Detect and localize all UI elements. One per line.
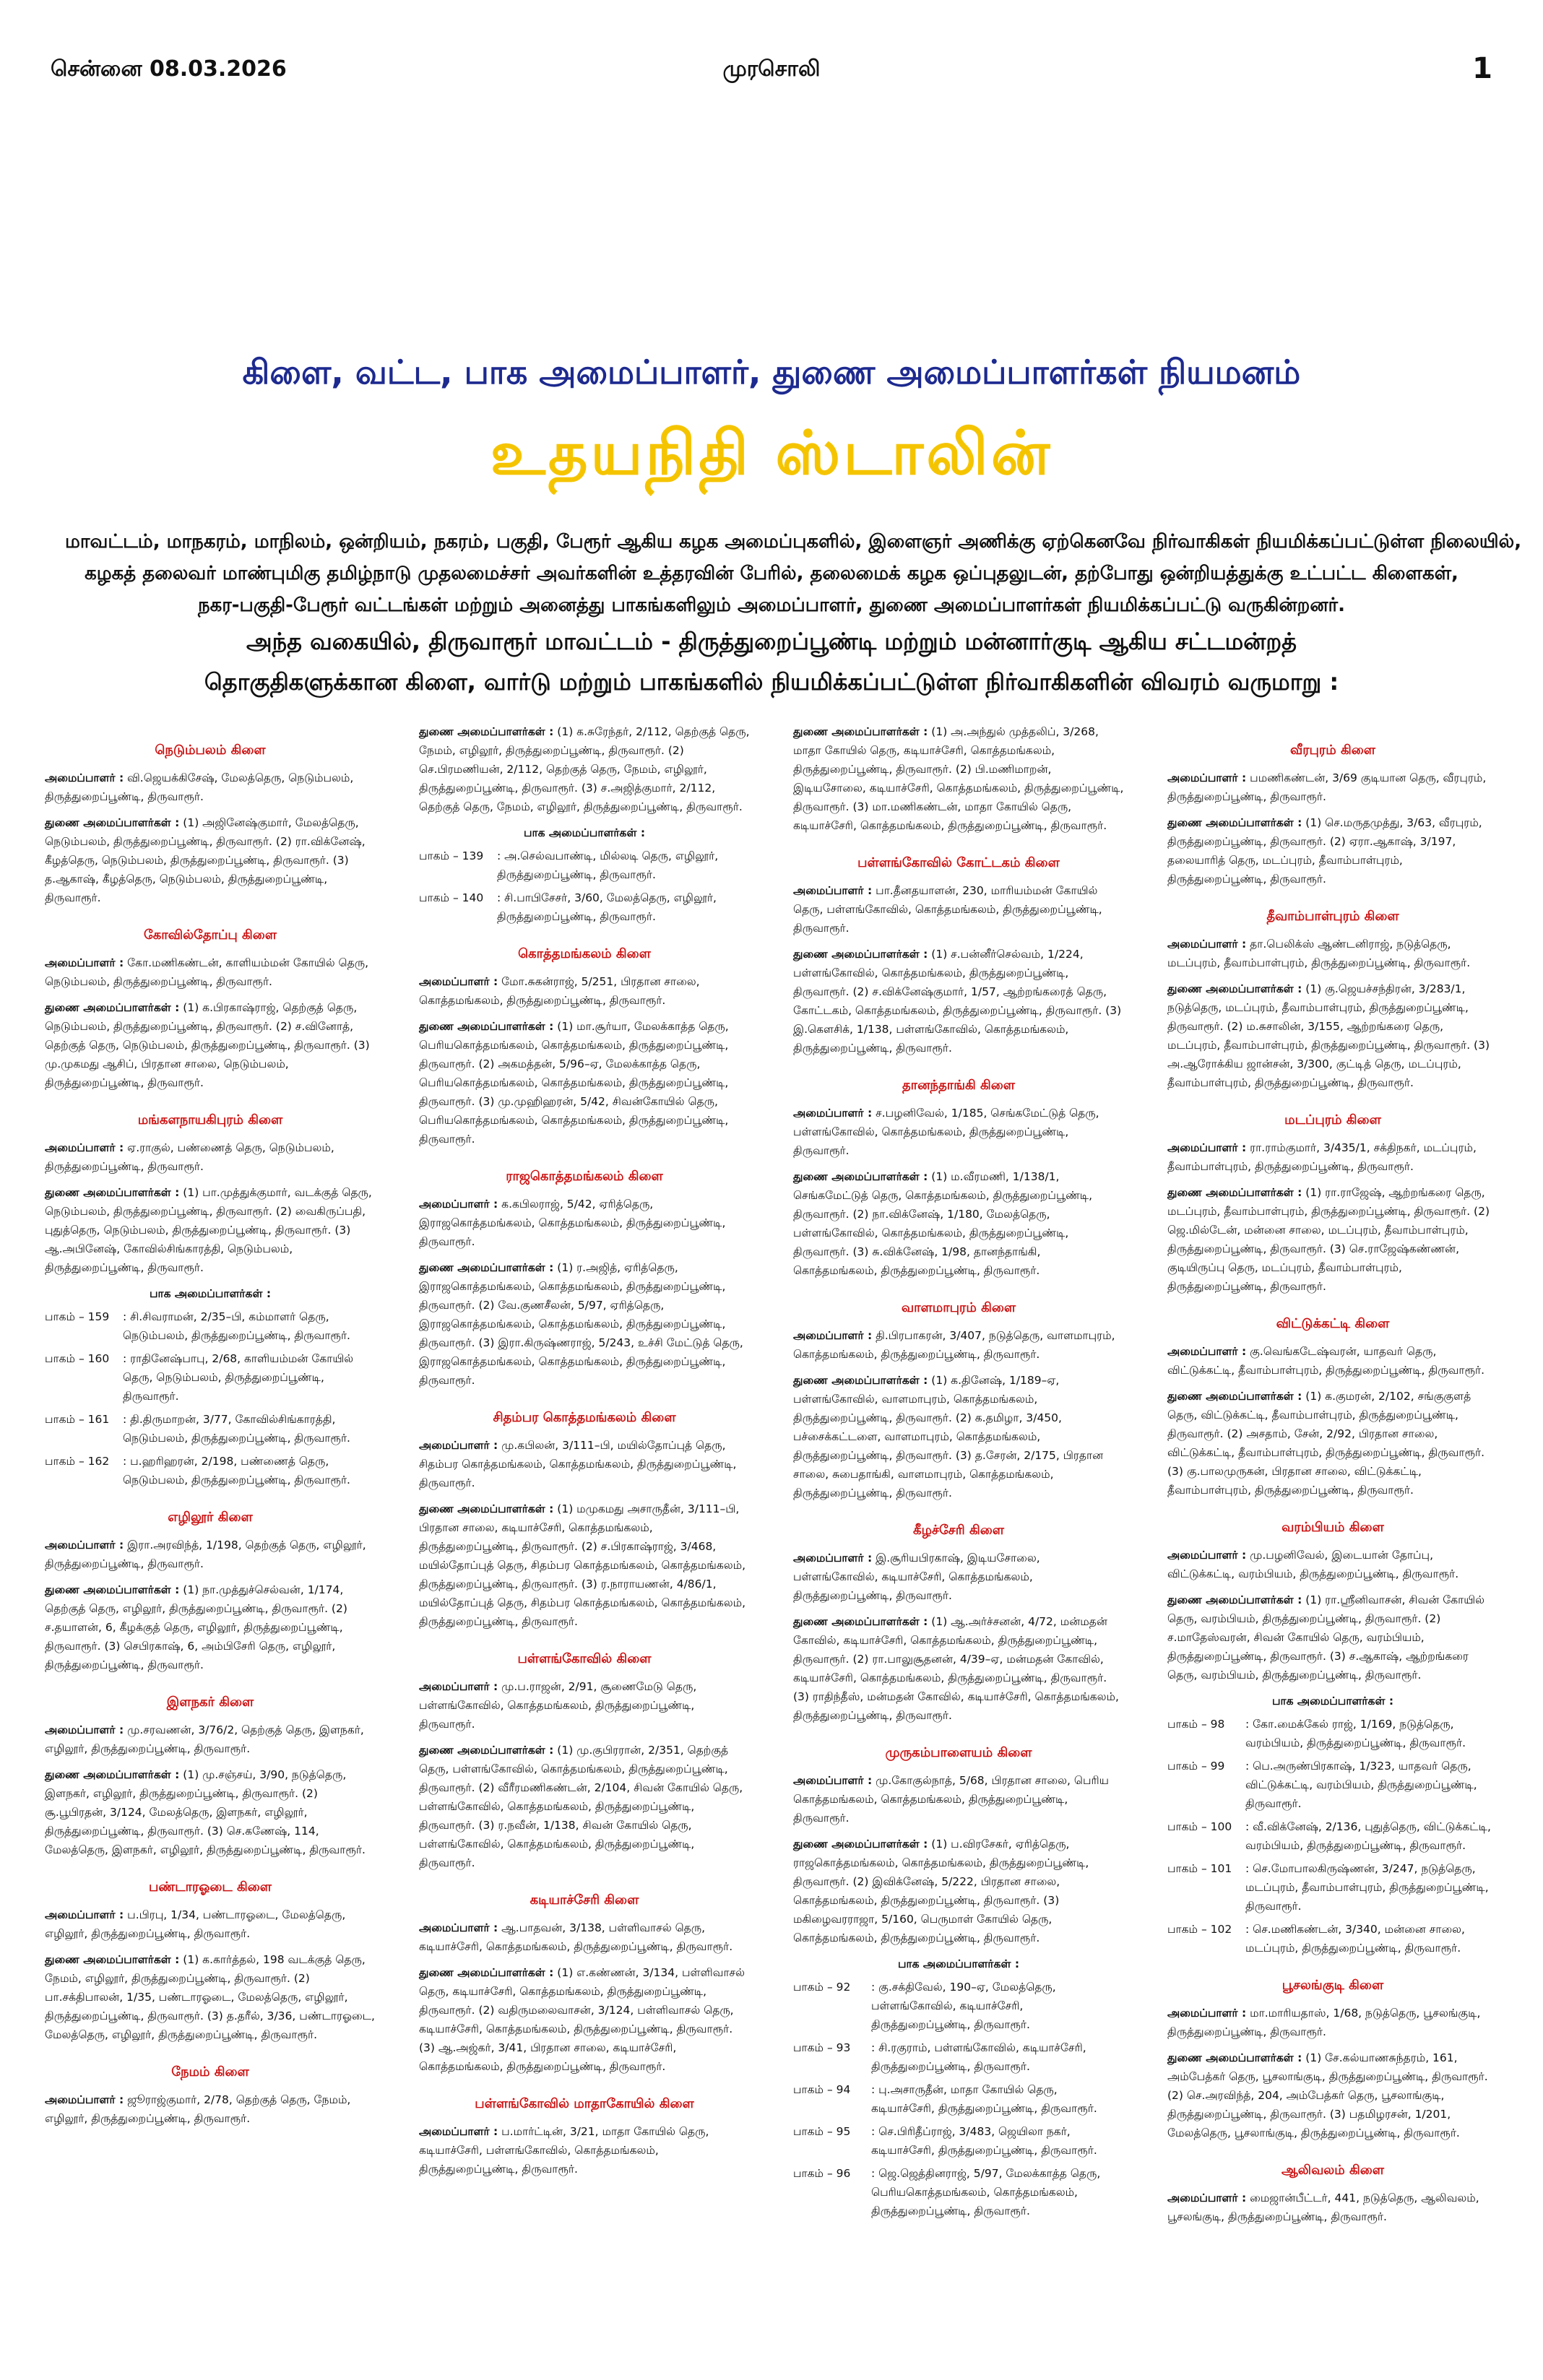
ward-entry bbox=[793, 1978, 1124, 2034]
role-label: துணை அமைப்பாளர்கள் : bbox=[793, 1615, 928, 1628]
appointee-details: (1) அஜினேஷ்குமார், மேலத்தெரு, நெடும்பலம், திருத்துறைப்பூண்டி, திருவாரூர். (2) ரா.விக்னேஷ், கீழத்தெரு, நெடும்பலம், திருத்துறைப்பூண்டி, திருவாரூர். (3) த.ஆகாஷ், கீழத்தெரு, நெடும்பலம், திருத்துறைப்பூண்டி, திருவாரூர். bbox=[45, 816, 366, 904]
role-label: துணை அமைப்பாளர்கள் : bbox=[1167, 1186, 1302, 1199]
appointment-entry bbox=[419, 1195, 750, 1251]
section-title: பண்டாரஓடை கிளை bbox=[148, 1879, 272, 1895]
appointment-entry bbox=[419, 1258, 750, 1390]
subsection-title: பாக அமைப்பாளர்கள் : bbox=[149, 1287, 272, 1300]
section-title: நெடும்பலம் கிளை bbox=[155, 743, 266, 758]
section-title: வரம்பியம் கிளை bbox=[1281, 1520, 1384, 1535]
intro-line: அந்த வகையில், திருவாரூர் மாவட்டம் - திருத்துறைப்பூண்டி மற்றும் மன்னார்குடி ஆகிய சட்டமன்றத் bbox=[246, 628, 1297, 655]
role-label: துணை அமைப்பாளர்கள் : bbox=[419, 725, 554, 738]
role-label: அமைப்பாளர் : bbox=[1167, 1141, 1247, 1154]
ward-appointee: : பெ.அருண்பிரகாஷ், 1/323, யாதவர் தெரு, விட்டுக்கட்டி, வரம்பியம், திருத்துறைப்பூண்டி, திருவாரூர். bbox=[1245, 1760, 1477, 1810]
column-2 bbox=[419, 722, 750, 2186]
ward-entry bbox=[1167, 1715, 1498, 1752]
ward-number: பாகம் – 161 bbox=[45, 1413, 110, 1426]
ward-entry bbox=[1167, 1817, 1498, 1855]
appointee-details: (1) மு.சஞ்சய், 3/90, நடுத்தெரு, இளநகர், எழிலூர், திருத்துறைப்பூண்டி, திருவாரூர். (2) சூ.பூபிரதன், 3/124, மேலத்தெரு, இளநகர், எழிலூர், திருத்துறைப்பூண்டி, திருவாரூர். (3) செ.கணேஷ், 114, மேலத்தெரு, இளநகர், எழிலூர், திருத்துறைப்பூண்டி, திருவாரூர். bbox=[45, 1768, 366, 1856]
page-header bbox=[51, 52, 1492, 88]
appointee-details: பமணிகண்டன், 3/69 குடியான தெரு, வீரபுரம், திருத்துறைப்பூண்டி, திருவாரூர். bbox=[1167, 771, 1487, 803]
appointee-details: இரா.அரவிந்த், 1/198, தெற்குத் தெரு, எழிலூர், திருத்துறைப்பூண்டி, திருவாரூர். bbox=[45, 1539, 366, 1570]
section-title: விட்டுக்கட்டி கிளை bbox=[1276, 1316, 1390, 1331]
role-label: அமைப்பாளர் : bbox=[419, 1921, 498, 1934]
appointment-entry bbox=[45, 1950, 376, 2044]
ward-number: பாகம் – 100 bbox=[1167, 1820, 1232, 1833]
intro-line: தொகுதிகளுக்கான கிளை, வார்டு மற்றும் பாகங்களில் நியமிக்கப்பட்டுள்ள நிர்வாகிகளின் விவரம் வருமாறு : bbox=[204, 668, 1339, 696]
appointee-details: பா.தீனதயாளன், 230, மாரியம்மன் கோயில் தெரு, பள்ளங்கோவில், கொத்தமங்கலம், திருத்துறைப்பூண்டி, திருவாரூர். bbox=[793, 884, 1102, 935]
appointee-details: மைஜான்பீட்டர், 441, நடுத்தெரு, ஆலிவலம், பூசலங்குடி, திருத்துறைப்பூண்டி, திருவாரூர். bbox=[1167, 2191, 1479, 2223]
appointee-details: (1) நா.முத்துச்செல்வன், 1/174, தெற்குத் தெரு, எழிலூர், திருத்துறைப்பூண்டி, திருவாரூர். (2) ச.தயாளன், 6, கீழக்குத் தெரு, எழிலூர், திருத்துறைப்பூண்டி, திருவாரூர். (3) செபிரகாஷ், 6, அம்பிசேரி தெரு, எழிலூர், திருத்துறைப்பூண்டி, திருவாரூர். bbox=[45, 1583, 347, 1671]
appointment-entry bbox=[45, 813, 376, 907]
role-label: துணை அமைப்பாளர்கள் : bbox=[419, 1020, 554, 1033]
appointee-details: மு.பழனிவேல், இடையான் தோப்பு, விட்டுக்கட்டி, வரம்பியம், திருத்துறைப்பூண்டி, திருவாரூர். bbox=[1167, 1549, 1459, 1580]
ward-appointee: : செ.மணிகண்டன், 3/340, மன்னை சாலை, மடப்புரம், திருத்துறைப்பூண்டி, திருவாரூர். bbox=[1245, 1923, 1465, 1955]
appointment-entry bbox=[793, 1549, 1124, 1605]
section-title: மடப்புரம் கிளை bbox=[1284, 1112, 1381, 1128]
appointment-entry bbox=[1167, 769, 1498, 806]
role-label: அமைப்பாளர் : bbox=[419, 975, 498, 988]
role-label: அமைப்பாளர் : bbox=[45, 956, 124, 969]
appointee-details: (1) க.தினேஷ், 1/189–ஏ, பள்ளங்கோவில், வாளமாபுரம், கொத்தமங்கலம், திருத்துறைப்பூண்டி, திருவாரூர். (2) க.தமிழா, 3/450, பச்சைக்கட்டளை, வாளமாபுரம், கொத்தமங்கலம், திருத்துறைப்பூண்டி, திருவாரூர். (3) த.சேரன், 2/175, பிரதான சாலை, சுபைதாங்கி, வாளமாபுரம், கொத்தமங்கலம், திருத்துறைப்பூண்டி, திருவாரூர். bbox=[793, 1374, 1104, 1500]
role-label: துணை அமைப்பாளர்கள் : bbox=[1167, 816, 1302, 829]
ward-number: பாகம் – 99 bbox=[1167, 1760, 1225, 1773]
section-title: கீழச்சேரி கிளை bbox=[913, 1523, 1004, 1538]
appointee-details: ச.பழனிவேல், 1/185, செங்கமேட்டுத் தெரு, பள்ளங்கோவில், கொத்தமங்கலம், திருத்துறைப்பூண்டி, திருவாரூர். bbox=[793, 1107, 1099, 1157]
appointee-details: (1) கு.ஜெயச்சந்திரன், 3/283/1, நடுத்தெரு, மடப்புரம், தீவாம்பாள்புரம், திருத்துறைப்பூண்டி, திருவாரூர். (2) ம.சுசாலின், 3/155, ஆற்றங்கரை தெரு, மடப்புரம், தீவாம்பாள்புரம், திருத்துறைப்பூண்டி, திருவாரூர். (3) அ.ஆரோக்கிய ஜான்சன், 3/300, குட்டித் தெரு, மடப்புரம், தீவாம்பாள்புரம், திருத்துறைப்பூண்டி, திருவாரூர். bbox=[1167, 982, 1490, 1089]
appointee-details: மு.ப.ராஜன், 2/91, சூணைமேடு தெரு, பள்ளங்கோவில், கொத்தமங்கலம், திருத்துறைப்பூண்டி, திருவாரூர். bbox=[419, 1680, 697, 1731]
role-label: அமைப்பாளர் : bbox=[45, 1908, 124, 1921]
ward-entry bbox=[419, 888, 750, 926]
ward-appointee: : பு.அசாருதீன், மாதா கோயில் தெரு, கடியாச்சேரி, திருத்துறைப்பூண்டி, திருவாரூர். bbox=[871, 2083, 1097, 2115]
appointment-entry bbox=[793, 1771, 1124, 1827]
appointment-entry bbox=[45, 1183, 376, 1277]
role-label: துணை அமைப்பாளர்கள் : bbox=[1167, 982, 1302, 995]
appointment-entry bbox=[419, 1741, 750, 1872]
ward-number: பாகம் – 139 bbox=[419, 849, 484, 862]
intro-line: மாவட்டம், மாநகரம், மாநிலம், ஒன்றியம், நகரம், பகுதி, பேரூர் ஆகிய கழக அமைப்புகளில், இளைஞர் அணிக்கு ஏற்கெனவே நிர்வாகிகள் நியமிக்கப்பட்டுள்ள நிலையில், bbox=[65, 531, 1522, 553]
role-label: அமைப்பாளர் : bbox=[1167, 2191, 1247, 2204]
appointment-entry bbox=[1167, 1342, 1498, 1380]
ward-appointee: : ஜெ.ஜெத்தினராஜ், 5/97, மேலக்காத்த தெரு, பெரியகொத்தமங்கலம், கொத்தமங்கலம், திருத்துறைப்பூண்டி, திருவாரூர். bbox=[871, 2167, 1101, 2217]
appointee-details: ப.மார்ட்டின், 3/21, மாதா கோயில் தெரு, கடியாச்சேரி, பள்ளங்கோவில், கொத்தமங்கலம், திருத்துறைப்பூண்டி, திருவாரூர். bbox=[419, 2125, 709, 2176]
appointee-details: (1) மு.குபிரரான், 2/351, தெற்குத் தெரு, பள்ளங்கோவில், கொத்தமங்கலம், திருத்துறைப்பூண்டி, திருவாரூர். (2) வீரீரமணிகண்டன், 2/104, சிவன் கோயில் தெரு, பள்ளங்கோவில், கொத்தமங்கலம், திருத்துறைப்பூண்டி, திருவாரூர். (3) ர.நவீன், 1/138, சிவன் கோயில் தெரு, பள்ளங்கோவில், கொத்தமங்கலம், திருத்துறைப்பூண்டி, திருவாரூர். bbox=[419, 1744, 743, 1869]
ward-appointee: : சி.பாபிசேசர், 3/60, மேலத்தெரு, எழிலூர், திருத்துறைப்பூண்டி, திருவாரூர். bbox=[497, 891, 717, 923]
section-title: பள்ளங்கோவில் கோட்டகம் கிளை bbox=[857, 855, 1060, 870]
appointee-details: மு.சரவணன், 3/76/2, தெற்குத் தெரு, இளநகர், எழிலூர், திருத்துறைப்பூண்டி, திருவாரூர். bbox=[45, 1723, 364, 1755]
appointee-details: (1) க.குமரன், 2/102, சங்குகுளத் தெரு, விட்டுக்கட்டி, தீவாம்பாள்புரம், திருத்துறைப்பூண்டி, திருவாரூர். (2) அசதாம், சேன், 2/92, பிரதான சாலை, விட்டுக்கட்டி, தீவாம்பாள்புரம், திருத்துறைப்பூண்டி, திருவாரூர். (3) கு.பாலமுருகன், பிரதான சாலை, விட்டுக்கட்டி, தீவாம்பாள்புரம், திருத்துறைப்பூண்டி, திருவாரூர். bbox=[1167, 1390, 1485, 1497]
subsection-title: பாக அமைப்பாளர்கள் : bbox=[523, 826, 646, 839]
appointment-entry bbox=[45, 2090, 376, 2128]
role-label: அமைப்பாளர் : bbox=[45, 1723, 124, 1736]
appointee-details: வி.ஜெயக்கிசேஷ், மேலத்தெரு, நெடும்பலம், திருத்துறைப்பூண்டி, திருவாரூர். bbox=[45, 771, 354, 803]
appointment-entry bbox=[793, 881, 1124, 938]
role-label: துணை அமைப்பாளர்கள் : bbox=[45, 1001, 180, 1014]
appointee-details: மு.கபிலன், 3/111–பி, மயில்தோப்புத் தெரு, சிதம்பர கொத்தமங்கலம், கொத்தமங்கலம், திருத்துறைப்பூண்டி, திருவாரூர். bbox=[419, 1439, 737, 1489]
ward-appointee: : தி.திருமாறன், 3/77, கோவில்சிங்காரத்தி, நெடும்பலம், திருத்துறைப்பூண்டி, திருவாரூர். bbox=[123, 1413, 350, 1445]
ward-entry bbox=[45, 1452, 376, 1489]
appointee-details: கு.வெங்கடேஷ்வரன், யாதவர் தெரு, விட்டுக்கட்டி, தீவாம்பாள்புரம், திருத்துறைப்பூண்டி, திருவாரூர். bbox=[1167, 1345, 1485, 1377]
page-number: 1 bbox=[1472, 52, 1492, 85]
appointee-details: ஆ.பாதவன், 3/138, பள்ளிவாசல் தெரு, கடியாச்சேரி, கொத்தமங்கலம், திருத்துறைப்பூண்டி, திருவாரூர். bbox=[419, 1921, 733, 1953]
role-label: அமைப்பாளர் : bbox=[419, 1680, 498, 1693]
role-label: அமைப்பாளர் : bbox=[1167, 2007, 1247, 2020]
section-title: நேமம் கிளை bbox=[171, 2064, 249, 2080]
section-title: கொத்தமங்கலம் கிளை bbox=[518, 946, 651, 961]
appointment-entry bbox=[45, 1765, 376, 1859]
section-title: முருகம்பாளையம் கிளை bbox=[885, 1745, 1032, 1760]
role-label: அமைப்பாளர் : bbox=[793, 1774, 873, 1787]
ward-entry bbox=[1167, 1859, 1498, 1916]
appointee-details: ஜூராஜ்குமார், 2/78, தெற்குத் தெரு, நேமம், எழிலூர், திருத்துறைப்பூண்டி, திருவாரூர். bbox=[45, 2093, 351, 2125]
appointee-details: (1) மமுகமது அசாருதீன், 3/111–பி, பிரதான சாலை, கடியாச்சேரி, கொத்தமங்கலம், திருத்துறைப்பூண்டி, திருவாரூர். (2) ச.பிரகாஷ்ராஜ், 3/468, மயில்தோப்புத் தெரு, சிதம்பர கொத்தமங்கலம், கொத்தமங்கலம், திருத்துறைப்பூண்டி, திருவாரூர். (3) ர.நாராயணன், 4/86/1, மயில்தோப்புத் தெரு, சிதம்பர கொத்தமங்கலம், கொத்தமங்கலம், திருத்துறைப்பூண்டி, திருவாரூர். bbox=[419, 1502, 746, 1628]
ward-appointee: : வீ.விக்னேஷ், 2/136, புதுத்தெரு, விட்டுக்கட்டி, வரம்பியம், திருத்துறைப்பூண்டி, திருவாரூர். bbox=[1245, 1820, 1491, 1852]
ward-entry bbox=[793, 2038, 1124, 2076]
section-title: வாளமாபுரம் கிளை bbox=[901, 1300, 1016, 1315]
role-label: துணை அமைப்பாளர்கள் : bbox=[45, 1768, 180, 1781]
appointment-entry bbox=[1167, 2004, 1498, 2041]
role-label: அமைப்பாளர் : bbox=[45, 2093, 124, 2106]
ward-entry bbox=[1167, 1757, 1498, 1813]
section-title: பூசலங்குடி கிளை bbox=[1281, 1978, 1384, 1993]
ward-entry bbox=[419, 847, 750, 884]
role-label: துணை அமைப்பாளர்கள் : bbox=[45, 1583, 180, 1596]
section-title: மங்களநாயகிபுரம் கிளை bbox=[137, 1112, 283, 1128]
section-title: வீரபுரம் கிளை bbox=[1290, 743, 1375, 758]
column-3 bbox=[793, 722, 1124, 2225]
appointment-entry bbox=[45, 1536, 376, 1573]
appointee-details: (1) செ.மருதமுத்து, 3/63, வீரபுரம், திருத்துறைப்பூண்டி, திருவாரூர். (2) ஏரா.ஆகாஷ், 3/197, தலையாரித் தெரு, மடப்புரம், தீவாம்பாள்புரம், திருத்துறைப்பூண்டி, திருவாரூர். bbox=[1167, 816, 1482, 886]
appointment-entry bbox=[793, 1371, 1124, 1502]
role-label: துணை அமைப்பாளர்கள் : bbox=[1167, 1593, 1302, 1606]
role-label: அமைப்பாளர் : bbox=[419, 2125, 498, 2138]
column-4 bbox=[1167, 722, 1498, 2233]
appointee-details: (1) க.சுரேந்தர், 2/112, தெற்குத் தெரு, நேமம், எழிலூர், திருத்துறைப்பூண்டி, திருவாரூர். (2) செ.பிரமணியன், 2/112, தெற்குத் தெரு, நேமம், எழிலூர், திருத்துறைப்பூண்டி, திருவாரூர். (3) ச.அஜித்குமார், 2/112, தெற்குத் தெரு, நேமம், எழிலூர், திருத்துறைப்பூண்டி, திருவாரூர். bbox=[419, 725, 750, 813]
appointee-details: (1) க.கார்த்தல், 198 வடக்குத் தெரு, நேமம், எழிலூர், திருத்துறைப்பூண்டி, திருவாரூர். (2) பா.சக்திபாலன், 1/35, பண்டாரஓடை, மேலத்தெரு, எழிலூர், திருத்துறைப்பூண்டி, திருவாரூர். (3) த.தரீல், 3/36, பண்டாரஓடை, மேலத்தெரு, எழிலூர், திருத்துறைப்பூண்டி, திருவாரூர். bbox=[45, 1953, 375, 2041]
ward-entry bbox=[45, 1349, 376, 1406]
role-label: அமைப்பாளர் : bbox=[793, 884, 873, 897]
ward-appointee: : ப.ஹரிஹரன், 2/198, பண்ணைத் தெரு, நெடும்பலம், திருத்துறைப்பூண்டி, திருவாரூர். bbox=[123, 1455, 350, 1487]
role-label: துணை அமைப்பாளர்கள் : bbox=[793, 948, 928, 961]
headline: கிளை, வட்ட, பாக அமைப்பாளர், துணை அமைப்பாளர்கள் நியமனம் bbox=[242, 352, 1301, 391]
appointment-entry bbox=[419, 1677, 750, 1734]
role-label: அமைப்பாளர் : bbox=[419, 1439, 498, 1452]
appointment-entry bbox=[793, 945, 1124, 1057]
section-title: கடியாச்சேரி கிளை bbox=[530, 1892, 639, 1908]
appointment-entry bbox=[419, 2122, 750, 2178]
role-label: அமைப்பாளர் : bbox=[1167, 1345, 1247, 1358]
appointment-entry bbox=[793, 1104, 1124, 1160]
appointee-details: ஏ.ராகுல், பண்ணைத் தெரு, நெடும்பலம், திருத்துறைப்பூண்டி, திருவாரூர். bbox=[45, 1141, 334, 1173]
appointment-entry bbox=[793, 1326, 1124, 1364]
role-label: அமைப்பாளர் : bbox=[793, 1552, 873, 1565]
appointment-entry bbox=[419, 1436, 750, 1492]
appointee-details: (1) அ.அந்துல் முத்தலிப், 3/268, மாதா கோயில் தெரு, கடியாச்சேரி, கொத்தமங்கலம், திருத்துறைப்பூண்டி, திருவாரூர். (2) பி.மணிமாறன், இடியசோலை, கடியாச்சேரி, கொத்தமங்கலம், திருத்துறைப்பூண்டி, திருவாரூர். (3) மா.மணிகண்டன், மாதா கோயில் தெரு, கடியாச்சேரி, கொத்தமங்கலம், திருத்துறைப்பூண்டி, திருவாரூர். bbox=[793, 725, 1124, 832]
appointment-entry bbox=[419, 1500, 750, 1631]
ward-number: பாகம் – 162 bbox=[45, 1455, 110, 1468]
role-label: அமைப்பாளர் : bbox=[45, 1539, 124, 1552]
role-label: துணை அமைப்பாளர்கள் : bbox=[1167, 1390, 1302, 1403]
ward-entry bbox=[793, 2122, 1124, 2160]
ward-number: பாகம் – 102 bbox=[1167, 1923, 1232, 1936]
ward-number: பாகம் – 94 bbox=[793, 2083, 851, 2096]
appointment-entry bbox=[419, 1963, 750, 2076]
appointment-entry bbox=[419, 1918, 750, 1956]
ward-entry bbox=[793, 2080, 1124, 2118]
appointment-entry bbox=[1167, 1138, 1498, 1176]
intro-paragraph bbox=[65, 526, 1522, 702]
role-label: துணை அமைப்பாளர்கள் : bbox=[793, 1374, 928, 1387]
appointment-entry bbox=[1167, 1183, 1498, 1296]
ward-number: பாகம் – 95 bbox=[793, 2125, 851, 2138]
ward-number: பாகம் – 159 bbox=[45, 1310, 110, 1323]
section-title: கோவில்தோப்பு கிளை bbox=[143, 927, 277, 943]
ward-appointee: : சி.சிவராமன், 2/35–பி, கம்மாளர் தெரு, நெடும்பலம், திருத்துறைப்பூண்டி, திருவாரூர். bbox=[123, 1310, 350, 1342]
ward-number: பாகம் – 98 bbox=[1167, 1718, 1225, 1731]
appointee-details: (1) ம.வீரமணி, 1/138/1, செங்கமேட்டுத் தெரு, கொத்தமங்கலம், திருத்துறைப்பூண்டி, திருவாரூர். (2) நா.விக்னேஷ், 1/180, மேலத்தெரு, பள்ளங்கோவில், கொத்தமங்கலம், திருத்துறைப்பூண்டி, திருவாரூர். (3) சு.விக்னேஷ், 1/98, தானந்தாங்கி, கொத்தமங்கலம், திருத்துறைப்பூண்டி, திருவாரூர். bbox=[793, 1170, 1093, 1277]
role-label: அமைப்பாளர் : bbox=[793, 1107, 873, 1120]
appointee-details: (1) பா.முத்துக்குமார், வடக்குத் தெரு, நெடும்பலம், திருத்துறைப்பூண்டி, திருவாரூர். (2) வைகிருப்பதி, புதுத்தெரு, நெடும்பலம், திருத்துறைப்பூண்டி, திருவாரூர். (3) ஆ.அபினேஷ், கோவில்சிங்காரத்தி, நெடும்பலம், திருத்துறைப்பூண்டி, திருவாரூர். bbox=[45, 1186, 372, 1274]
ward-number: பாகம் – 93 bbox=[793, 2041, 851, 2054]
ward-appointee: : கு.சக்திவேல், 190–ஏ, மேலத்தெரு, பள்ளங்கோவில், கடியாச்சேரி, திருத்துறைப்பூண்டி, திருவாரூர். bbox=[871, 1981, 1056, 2031]
appointment-entry bbox=[1167, 1546, 1498, 1583]
role-label: துணை அமைப்பாளர்கள் : bbox=[45, 816, 180, 829]
role-label: துணை அமைப்பாளர்கள் : bbox=[1167, 2051, 1302, 2064]
appointee-details: ப.பிரபு, 1/34, பண்டாரஓடை, மேலத்தெரு, எழிலூர், திருத்துறைப்பூண்டி, திருவாரூர். bbox=[45, 1908, 346, 1940]
role-label: அமைப்பாளர் : bbox=[419, 1198, 498, 1211]
role-label: அமைப்பாளர் : bbox=[1167, 938, 1247, 951]
appointment-entry bbox=[1167, 813, 1498, 888]
appointment-entry bbox=[419, 1017, 750, 1148]
masthead: முரசொலி bbox=[722, 56, 821, 82]
ward-number: பாகம் – 92 bbox=[793, 1981, 851, 1994]
ward-entry bbox=[793, 2164, 1124, 2220]
appointment-entry bbox=[1167, 1591, 1498, 1684]
appointee-details: மா.மாரியதாஸ், 1/68, நடுத்தெரு, பூசலங்குடி, திருத்துறைப்பூண்டி, திருவாரூர். bbox=[1167, 2007, 1481, 2038]
appointment-entry bbox=[419, 972, 750, 1010]
appointment-entry bbox=[1167, 979, 1498, 1092]
appointment-entry bbox=[45, 1905, 376, 1943]
appointment-entry bbox=[45, 769, 376, 806]
appointee-details: தி.பிரபாகரன், 3/407, நடுத்தெரு, வாளமாபுரம், கொத்தமங்கலம், திருத்துறைப்பூண்டி, திருவாரூர். bbox=[793, 1329, 1115, 1361]
section-title: தீவாம்பாள்புரம் கிளை bbox=[1266, 909, 1399, 924]
ward-entry bbox=[1167, 1920, 1498, 1957]
appointee-details: (1) சே.கல்யாணசுந்தரம், 161, அம்பேத்கர் தெரு, பூசலாங்குடி, திருத்துறைப்பூண்டி, திருவாரூர். (2) செ.அரவிந்த், 204, அம்பேத்கர் தெரு, பூசலாங்குடி, திருத்துறைப்பூண்டி, திருவாரூர். (3) பதமிழரசன், 1/201, மேலத்தெரு, பூசலாங்குடி, திருத்துறைப்பூண்டி, திருவாரூர். bbox=[1167, 2051, 1488, 2139]
ward-appointee: : அ.செல்வபாண்டி, மில்லடி தெரு, எழிலூர், திருத்துறைப்பூண்டி, திருவாரூர். bbox=[497, 849, 719, 881]
appointee-details: (1) ப.விரசேகர், ஏரித்தெரு, ராஜகொத்தமங்கலம், கொத்தமங்கலம், திருத்துறைப்பூண்டி, திருவாரூர். (2) இவிக்னேஷ், 5/222, பிரதான சாலை, கொத்தமங்கலம், திருத்துறைப்பூண்டி, திருவாரூர். (3) மகிழைவரராஜா, 5/160, பெருமாள் கோயில் தெரு, கொத்தமங்கலம், திருத்துறைப்பூண்டி, திருவாரூர். bbox=[793, 1838, 1089, 1944]
appointee-details: இ.சூரியபிரகாஷ், இடியசோலை, பள்ளங்கோவில், கடியாச்சேரி, கொத்தமங்கலம், திருத்துறைப்பூண்டி, திருவாரூர். bbox=[793, 1552, 1040, 1602]
ward-appointee: : செ.மோபாலகிருஷ்ணன், 3/247, நடுத்தெரு, மடப்புரம், தீவாம்பாள்புரம், திருத்துறைப்பூண்டி, திருவாரூர். bbox=[1245, 1862, 1489, 1913]
appointee-details: (1) ரா.ராஜேஷ், ஆற்றங்கரை தெரு, மடப்புரம், தீவாம்பாள்புரம், திருத்துறைப்பூண்டி, திருவாரூர். (2) ஜெ.மில்டேன், மன்னை சாலை, மடப்புரம், தீவாம்பாள்புரம், திருத்துறைப்பூண்டி, திருவாரூர். (3) செ.ராஜேஷ்கண்ணன், குடியிருப்பு தெரு, மடப்புரம், தீவாம்பாள்புரம், திருத்துறைப்பூண்டி, திருவாரூர். bbox=[1167, 1186, 1490, 1293]
ward-entry bbox=[45, 1307, 376, 1345]
appointee-details: (1) ச.பன்னீர்செல்வம், 1/224, பள்ளங்கோவில், கொத்தமங்கலம், திருத்துறைப்பூண்டி, திருவாரூர். (2) ச.விக்னேஷ்குமார், 1/57, ஆற்றங்கரைத் தெரு, கோட்டகம், கொத்தமங்கலம், திருத்துறைப்பூண்டி, திருவாரூர். (3) இ.கௌசிக், 1/138, பள்ளங்கோவில், கொத்தமங்கலம், திருத்துறைப்பூண்டி, திருவாரூர். bbox=[793, 948, 1122, 1055]
appointee-details: க.கபிலராஜ், 5/42, ஏரித்தெரு, இராஜகொத்தமங்கலம், கொத்தமங்கலம், திருத்துறைப்பூண்டி, திருவாரூர். bbox=[419, 1198, 726, 1248]
appointment-entry bbox=[1167, 2048, 1498, 2142]
appointee-details: (1) மா.சூர்யா, மேலக்காத்த தெரு, பெரியகொத்தமங்கலம், கொத்தமங்கலம், திருத்துறைப்பூண்டி, திருவாரூர். (2) அகமத்தன், 5/96–ஏ, மேலக்காத்த தெரு, பெரியகொத்தமங்கலம், கொத்தமங்கலம், திருத்துறைப்பூண்டி, திருவாரூர். (3) மு.முஹிஹரன், 5/42, சிவன்கோயில் தெரு, பெரியகொத்தமங்கலம், கொத்தமங்கலம், திருத்துறைப்பூண்டி, திருவாரூர். bbox=[419, 1020, 729, 1146]
appointment-columns bbox=[45, 722, 1498, 2347]
appointee-details: (1) எ.கண்ணன், 3/134, பள்ளிவாசல் தெரு, கடியாச்சேரி, கொத்தமங்கலம், திருத்துறைப்பூண்டி, திருவாரூர். (2) வதிருமலைவாசன், 3/124, பள்ளிவாசல் தெரு, கடியாச்சேரி, கொத்தமங்கலம், திருத்துறைப்பூண்டி, திருவாரூர். (3) ஆ.அஜ்கர், 3/41, பிரதான சாலை, கடியாச்சேரி, கொத்தமங்கலம், திருத்துறைப்பூண்டி, திருவாரூர். bbox=[419, 1966, 745, 2073]
appointment-entry bbox=[1167, 2189, 1498, 2226]
section-title: பள்ளங்கோவில் மாதாகோயில் கிளை bbox=[475, 2096, 694, 2111]
appointment-entry bbox=[419, 722, 750, 816]
ward-number: பாகம் – 140 bbox=[419, 891, 484, 904]
appointee-details: (1) ரா.ஸ்ரீனிவாசன், சிவன் கோயில் தெரு, வரம்பியம், திருத்துறைப்பூண்டி, திருவாரூர். (2) ச.மாதேஸ்வரன், சிவன் கோயில் தெரு, வரம்பியம், திருத்துறைப்பூண்டி, திருவாரூர். (3) ச.ஆகாஷ், ஆற்றங்கரை தெரு, வரம்பியம், திருத்துறைப்பூண்டி, திருவாரூர். bbox=[1167, 1593, 1485, 1682]
appointee-details: (1) ர.அஜித், ஏரித்தெரு, இராஜகொத்தமங்கலம், கொத்தமங்கலம், திருத்துறைப்பூண்டி, திருவாரூர். (2) வே.குணசீலன், 5/97, ஏரித்தெரு, இராஜகொத்தமங்கலம், கொத்தமங்கலம், திருத்துறைப்பூண்டி, திருவாரூர். (3) இரா.கிருஷ்ணராஜ், 5/243, உச்சி மேட்டுத் தெரு, இராஜகொத்தமங்கலம், கொத்தமங்கலம், திருத்துறைப்பூண்டி, திருவாரூர். bbox=[419, 1261, 743, 1387]
appointment-entry bbox=[45, 953, 376, 991]
ward-number: பாகம் – 160 bbox=[45, 1352, 110, 1365]
appointee-details: மு.கோகுல்நாத், 5/68, பிரதான சாலை, பெரிய கொத்தமங்கலம், கொத்தமங்கலம், திருத்துறைப்பூண்டி, திருவாரூர். bbox=[793, 1774, 1109, 1825]
subsection-title: பாக அமைப்பாளர்கள் : bbox=[897, 1957, 1020, 1970]
role-label: துணை அமைப்பாளர்கள் : bbox=[419, 1502, 554, 1515]
role-label: துணை அமைப்பாளர்கள் : bbox=[419, 1261, 554, 1274]
leader-name: உதயநிதி ஸ்டாலின் bbox=[490, 417, 1053, 488]
role-label: துணை அமைப்பாளர்கள் : bbox=[45, 1186, 180, 1199]
role-label: துணை அமைப்பாளர்கள் : bbox=[45, 1953, 180, 1966]
appointment-entry bbox=[45, 998, 376, 1092]
ward-appointee: : ராதினேஷ்பாபு, 2/68, காளியம்மன் கோயில் தெரு, நெடும்பலம், திருத்துறைப்பூண்டி, திருவாரூர். bbox=[123, 1352, 354, 1403]
section-title: தானந்தாங்கி கிளை bbox=[902, 1078, 1016, 1093]
column-1 bbox=[45, 722, 376, 2135]
appointment-entry bbox=[793, 1612, 1124, 1725]
appointment-entry bbox=[793, 1167, 1124, 1280]
appointee-details: தா.பெலிக்ஸ் ஆண்டனிராஜ், நடுத்தெரு, மடப்புரம், தீவாம்பாள்புரம், திருத்துறைப்பூண்டி, திருவாரூர். bbox=[1167, 938, 1471, 969]
appointment-entry bbox=[793, 1835, 1124, 1947]
role-label: அமைப்பாளர் : bbox=[793, 1329, 873, 1342]
ward-number: பாகம் – 101 bbox=[1167, 1862, 1232, 1875]
intro-line: கழகத் தலைவர் மாண்புமிகு தமிழ்நாடு முதலமைச்சர் அவர்களின் உத்தரவின் பேரில், தலைமைக் கழக ஒப்புதலுடன், தற்போது ஒன்றியத்துக்கு உட்பட்ட கிளைகள், bbox=[85, 563, 1458, 584]
role-label: துணை அமைப்பாளர்கள் : bbox=[419, 1966, 554, 1979]
ward-appointee: : சி.ரகுராம், பள்ளங்கோவில், கடியாச்சேரி, திருத்துறைப்பூண்டி, திருவாரூர். bbox=[871, 2041, 1086, 2073]
appointee-details: (1) ஆ.அர்ச்சனன், 4/72, மன்மதன் கோவில், கடியாச்சேரி, கொத்தமங்கலம், திருத்துறைப்பூண்டி, திருவாரூர். (2) ரா.பாலுசூதனன், 4/39–ஏ, மன்மதன் கோவில், கடியாச்சேரி, கொத்தமங்கலம், திருத்துறைப்பூண்டி, திருவாரூர். (3) ராதிந்தீஸ், மன்மதன் கோவில், கடியாச்சேரி, கொத்தமங்கலம், திருத்துறைப்பூண்டி, திருவாரூர். bbox=[793, 1615, 1119, 1722]
role-label: அமைப்பாளர் : bbox=[45, 771, 124, 784]
ward-entry bbox=[45, 1410, 376, 1448]
appointment-entry bbox=[45, 1580, 376, 1674]
ward-number: பாகம் – 96 bbox=[793, 2167, 851, 2180]
section-title: ராஜகொத்தமங்கலம் கிளை bbox=[506, 1169, 663, 1184]
appointee-details: (1) க.பிரகாஷ்ராஜ், தெற்குத் தெரு, நெடும்பலம், திருத்துறைப்பூண்டி, திருவாரூர். (2) ச.வினோத், தெற்குத் தெரு, நெடும்பலம், திருத்துறைப்பூண்டி, திருவாரூர். (3) மு.முகமது ஆசிப், பிரதான சாலை, நெடும்பலம், திருத்துறைப்பூண்டி, திருவாரூர். bbox=[45, 1001, 370, 1089]
section-title: சிதம்பர கொத்தமங்கலம் கிளை bbox=[493, 1410, 676, 1425]
appointment-entry bbox=[45, 1721, 376, 1758]
section-title: இளநகர் கிளை bbox=[166, 1695, 254, 1710]
role-label: அமைப்பாளர் : bbox=[1167, 1549, 1247, 1562]
appointee-details: மோ.சுகன்ராஜ், 5/251, பிரதான சாலை, கொத்தமங்கலம், திருத்துறைப்பூண்டி, திருவாரூர். bbox=[419, 975, 700, 1007]
appointment-entry bbox=[1167, 935, 1498, 972]
role-label: அமைப்பாளர் : bbox=[1167, 771, 1247, 784]
role-label: துணை அமைப்பாளர்கள் : bbox=[419, 1744, 554, 1757]
section-title: பள்ளங்கோவில் கிளை bbox=[517, 1651, 652, 1666]
appointee-details: கோ.மணிகண்டன், காளியம்மன் கோயில் தெரு, நெடும்பலம், திருத்துறைப்பூண்டி, திருவாரூர். bbox=[45, 956, 368, 988]
intro-line: நகர-பகுதி-பேரூர் வட்டங்கள் மற்றும் அனைத்து பாகங்களிலும் அமைப்பாளர், துணை அமைப்பாளர்கள் நியமிக்கப்பட்டு வருகின்றனர். bbox=[197, 594, 1346, 616]
appointment-entry bbox=[1167, 1387, 1498, 1500]
role-label: துணை அமைப்பாளர்கள் : bbox=[793, 1838, 928, 1851]
role-label: துணை அமைப்பாளர்கள் : bbox=[793, 725, 928, 738]
role-label: துணை அமைப்பாளர்கள் : bbox=[793, 1170, 928, 1183]
dateline: சென்னை 08.03.2026 bbox=[51, 56, 287, 82]
appointment-entry bbox=[793, 722, 1124, 835]
ward-appointee: : கோ.மைக்கேல் ராஜ், 1/169, நடுத்தெரு, வரம்பியம், திருத்துறைப்பூண்டி, திருவாரூர். bbox=[1245, 1718, 1466, 1749]
appointment-entry bbox=[45, 1138, 376, 1176]
role-label: அமைப்பாளர் : bbox=[45, 1141, 124, 1154]
subsection-title: பாக அமைப்பாளர்கள் : bbox=[1271, 1695, 1394, 1708]
ward-appointee: : செ.பிரிதீப்ராஜ், 3/483, ஜெயிலா நகர், கடியாச்சேரி, திருத்துறைப்பூண்டி, திருவாரூர். bbox=[871, 2125, 1097, 2157]
appointee-details: ரா.ராம்குமார், 3/435/1, சக்திநகர், மடப்புரம், தீவாம்பாள்புரம், திருத்துறைப்பூண்டி, திருவாரூர். bbox=[1167, 1141, 1477, 1173]
section-title: ஆலிவலம் கிளை bbox=[1281, 2163, 1385, 2178]
section-title: எழிலூர் கிளை bbox=[168, 1510, 253, 1525]
